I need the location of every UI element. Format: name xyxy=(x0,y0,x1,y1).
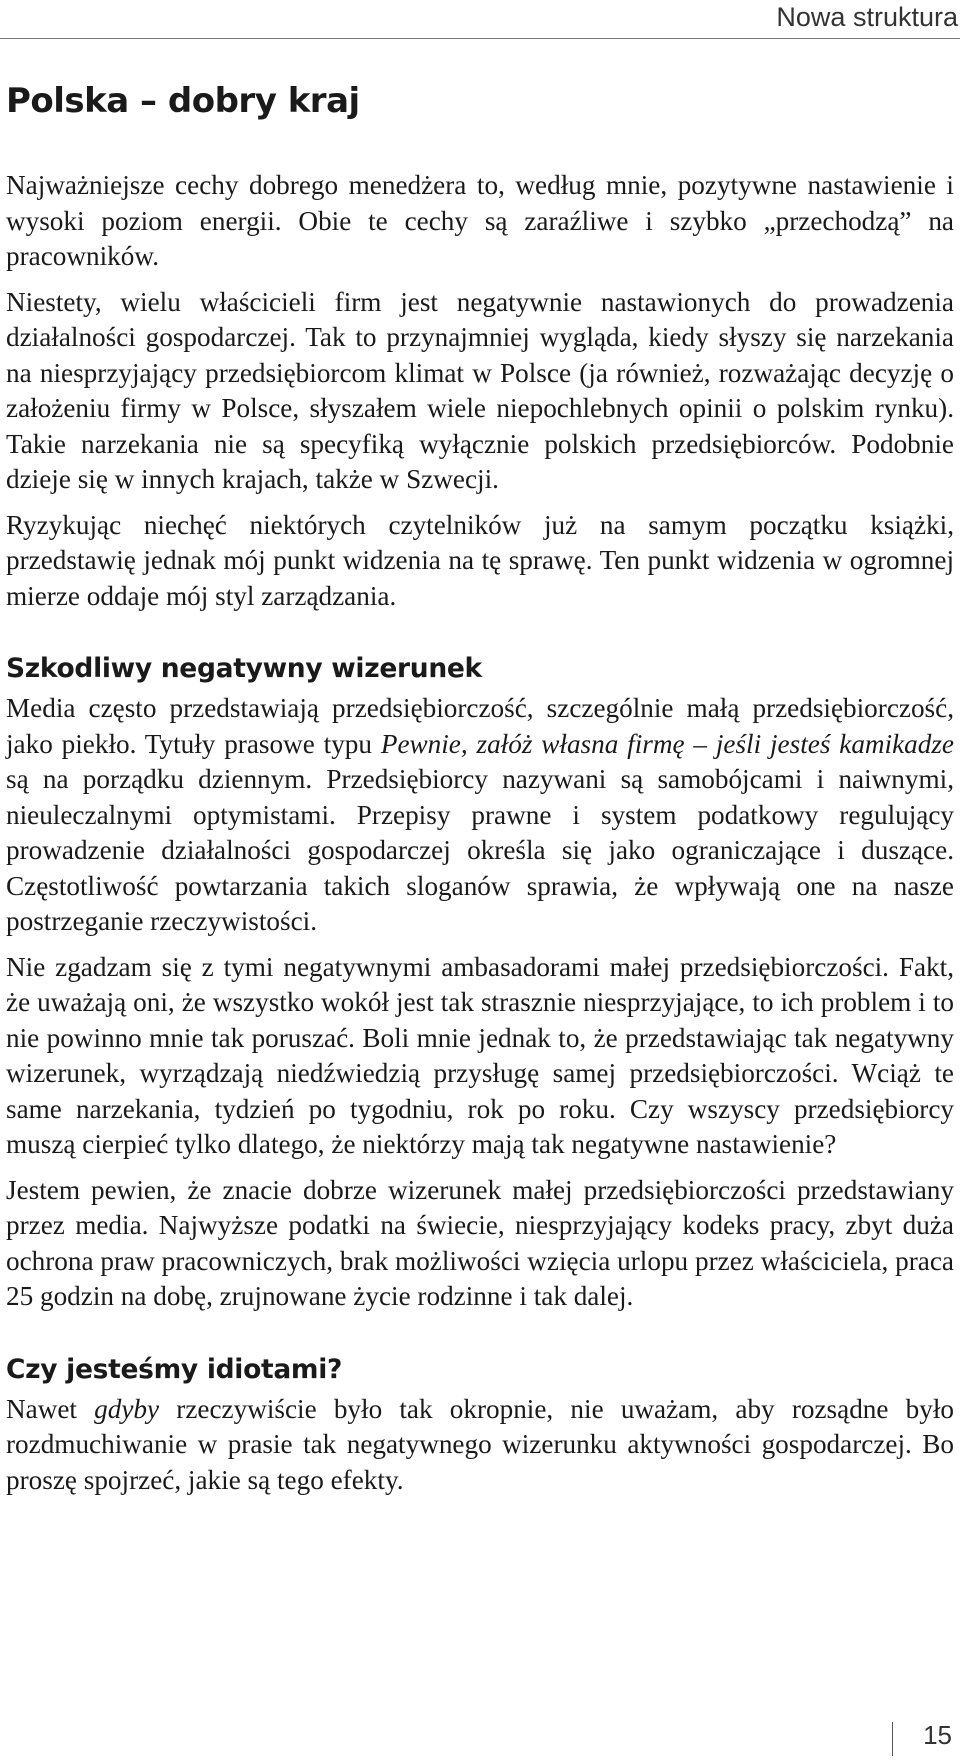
section-heading-idiots: Czy jesteśmy idiotami? xyxy=(6,1353,343,1385)
running-header: Nowa struktura xyxy=(776,2,958,32)
paragraph xyxy=(6,691,954,940)
paragraph: Nie zgadzam się z tymi negatywnymi ambasadorami małej przedsiębiorczości. Fakt, że uważają oni, że wszystko wokół jest tak strasznie niesprzyjające, to ich problem i to nie powinno mnie tak poruszać. Boli mnie jednak to, że przedstawiając tak negatywny wizerunek, wyrządzają niedźwiedzią przysługę samej przedsiębiorczości. Wciąż te same narzekania, tydzień po tygodniu, rok po roku. Czy wszyscy przedsiębiorcy muszą cierpieć tylko dlatego, że niektórzy mają tak negatywne nastawienie? xyxy=(6,951,954,1159)
italic-word: gdyby xyxy=(94,1393,160,1424)
page-content xyxy=(6,66,954,1508)
paragraph xyxy=(6,1392,954,1499)
italic-quote: Pewnie, załóż własna firmę – jeśli jesteś kamikadze xyxy=(380,728,954,759)
paragraph: Ryzykując niechęć niektórych czytelników już na samym początku książki, przedstawię jednak mój punkt widzenia na tę sprawę. Ten punkt widzenia w ogromnej mierze oddaje mój styl zarządzania. xyxy=(6,509,954,611)
footer-divider xyxy=(892,1722,893,1756)
header-divider xyxy=(0,38,960,39)
paragraph-text: Nawet xyxy=(6,1393,95,1424)
page-title: Polska – dobry kraj xyxy=(6,81,360,121)
section-heading-negative-image: Szkodliwy negatywny wizerunek xyxy=(6,653,482,684)
paragraph: Najważniejsze cechy dobrego menedżera to, według mnie, pozytywne nastawienie i wysoki poziom energii. Obie te cechy są zaraźliwe i szybko „przechodzą” na pracowników. xyxy=(6,170,954,271)
paragraph-text: są na porządku dziennym. Przedsiębiorcy nazywani są samobójcami i naiwnymi, nieuleczalnymi optymistami. Przepisy prawne i system podatkowy regulujący prowadzenie działalności gospodarczej określa się jako ograniczające i duszące. Częstotliwość powtarzania takich sloganów sprawia, że wpływają one na nasze postrzeganie rzeczywistości. xyxy=(6,764,954,936)
paragraph: Niestety, wielu właścicieli firm jest negatywnie nastawionych do prowadzenia działalności gospodarczej. Tak to przynajmniej wygląda, kiedy słyszy się narzekania na niesprzyjający przedsiębiorcom klimat w Polsce (ja również, rozważając decyzję o założeniu firmy w Polsce, słyszałem wiele niepochlebnych opinii o polskim rynku). Takie narzekania nie są specyfiką wyłącznie polskich przedsiębiorców. Podobnie dzieje się w innych krajach, także w Szwecji. xyxy=(6,286,954,494)
page-number: 15 xyxy=(923,1720,952,1750)
paragraph: Jestem pewien, że znacie dobrze wizerunek małej przedsiębiorczości przedstawiany przez media. Najwyższe podatki na świecie, niesprzyjający kodeks pracy, zbyt duża ochrona praw pracowniczych, brak możliwości wzięcia urlopu przez właściciela, praca 25 godzin na dobę, zrujnowane życie rodzinne i tak dalej. xyxy=(6,1174,954,1311)
paragraph-text: Media często przedstawiają przedsiębiorczość, szczególnie małą przedsiębiorczość, jako piekło. Tytuły prasowe typu xyxy=(6,693,954,759)
paragraph-text: rzeczywiście było tak okropnie, nie uważam, aby rozsądne było rozdmuchiwanie w prasie tak negatywnego wizerunku aktywności gospodarczej. Bo proszę spojrzeć, jakie są tego efekty. xyxy=(6,1393,954,1495)
